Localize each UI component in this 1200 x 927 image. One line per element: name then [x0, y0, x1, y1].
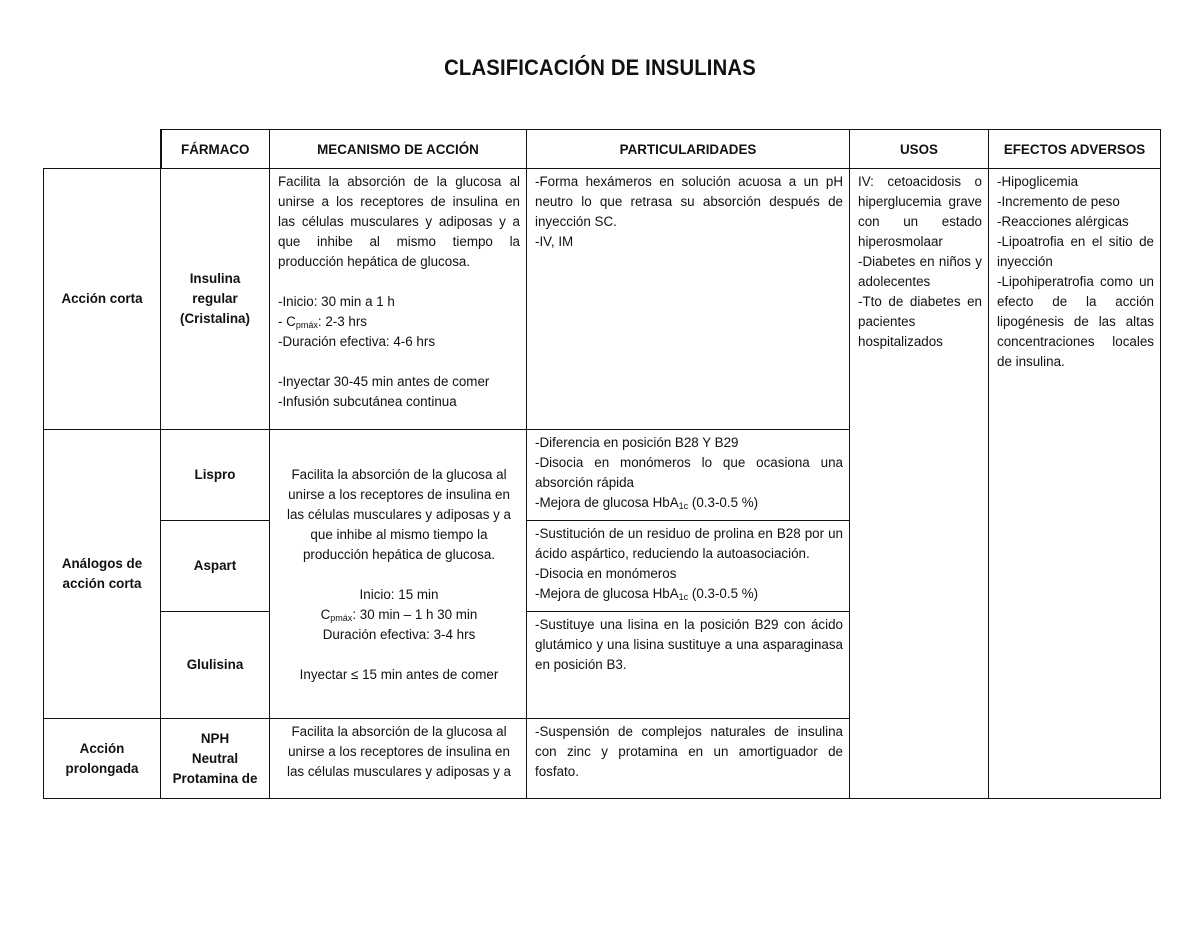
drug-insulina-regular — [161, 169, 270, 430]
mechanism-inicio: -Inicio: 30 min a 1 h — [278, 294, 395, 309]
mechanism-text: que inhibe al mismo tiempo la — [310, 526, 488, 542]
efecto-item: -Reacciones alérgicas — [997, 214, 1129, 229]
drug-glulisina — [161, 612, 270, 719]
mechanism-text: Facilita la absorción de la glucosa al unirse a los receptores de insulina en las células musculares y adiposas y a que inhibe al mismo tiempo la producción hepática de glucosa. — [278, 174, 520, 269]
mechanism-inicio: Inicio: 15 min — [359, 586, 439, 602]
mechanism-duracion: -Duración efectiva: 4-6 hrs — [278, 334, 436, 349]
efecto-item: -Lipoatrofia en el sitio de inyección — [997, 234, 1154, 269]
mechanism-analogos — [270, 430, 527, 719]
drug-label: regular — [192, 291, 238, 306]
particularities-lispro — [527, 430, 850, 521]
mechanism-nph — [270, 719, 527, 799]
particularities-aspart — [527, 521, 850, 612]
category-label: Acción — [79, 740, 125, 756]
particularities-glulisina — [527, 612, 850, 719]
mechanism-duracion: Duración efectiva: 3-4 hrs — [322, 626, 476, 642]
uso-item: -Tto de diabetes en pacientes hospitalizados — [858, 294, 982, 349]
header-farmaco: FÁRMACO — [161, 130, 270, 169]
uso-item: IV: cetoacidosis o hiperglucemia grave con un estado hiperosmolaar — [858, 174, 982, 249]
particularities-regular — [527, 169, 850, 430]
particularity-hba1c: -Mejora de glucosa HbA$_{1c}$ (0.3-0.5 %) — [535, 495, 759, 511]
drug-label: Lispro — [194, 467, 236, 482]
efectos-cell — [989, 169, 1161, 799]
mechanism-text: las células musculares y adiposas y a — [286, 506, 512, 522]
mechanism-regular — [270, 169, 527, 430]
page-title: CLASIFICACIÓN DE INSULINAS — [444, 55, 756, 80]
particularity-text: -Diferencia en posición B28 Y B29 — [535, 435, 739, 450]
usos-cell — [850, 169, 989, 799]
mechanism-cpmax: - $C_{pmáx}$: 2-3 hrs — [278, 314, 367, 330]
category-label: acción corta — [62, 576, 142, 591]
mechanism-text: Facilita la absorción de la glucosa al — [291, 724, 507, 739]
drug-lispro — [161, 430, 270, 521]
particularity-text: -Sustitución de un residuo de prolina en B28 por un ácido aspártico, reduciendo la autoasociación. — [535, 526, 843, 561]
mechanism-text: unirse a los receptores de insulina en — [288, 744, 510, 759]
empty-corner — [44, 130, 161, 169]
insulin-classification-table — [43, 129, 1161, 799]
header-efectos: EFECTOS ADVERSOS — [989, 130, 1161, 169]
mechanism-inyectar: -Inyectar 30-45 min antes de comer — [278, 374, 490, 389]
drug-label: Aspart — [193, 558, 237, 573]
category-accion-corta — [44, 169, 161, 430]
header-usos: USOS — [850, 130, 989, 169]
drug-label: Protamina de — [172, 770, 258, 786]
drug-label: Neutral — [191, 750, 239, 766]
efecto-item: -Incremento de peso — [997, 194, 1120, 209]
drug-label: (Cristalina) — [180, 311, 250, 326]
drug-nph — [161, 719, 270, 799]
drug-label: NPH — [200, 730, 230, 746]
header-mecanismo: MECANISMO DE ACCIÓN — [270, 130, 527, 169]
category-label: prolongada — [65, 760, 139, 776]
efecto-item: -Lipohiperatrofia como un efecto de la acción lipogénesis de las altas concentraciones locales de insulina. — [997, 274, 1154, 369]
mechanism-text: las células musculares y adiposas y a — [286, 764, 512, 779]
mechanism-text: producción hepática de glucosa. — [302, 546, 496, 562]
efecto-item: -Hipoglicemia — [997, 174, 1079, 189]
particularity-hba1c: -Mejora de glucosa HbA$_{1c}$ (0.3-0.5 %) — [535, 586, 759, 602]
table-row — [44, 169, 1161, 430]
drug-aspart — [161, 521, 270, 612]
header-particularidades: PARTICULARIDADES — [527, 130, 850, 169]
particularity-text: -Forma hexámeros en solución acuosa a un pH neutro lo que retrasa su absorción después de inyección SC. — [535, 174, 843, 229]
drug-label: Insulina — [189, 271, 241, 286]
uso-item: -Diabetes en niños y adolecentes — [858, 254, 982, 289]
header-row — [44, 130, 1161, 169]
particularity-text: -Sustituye una lisina en la posición B29 con ácido glutámico y una lisina sustituye a una asparaginasa en posición B3. — [535, 617, 843, 672]
particularity-route: -IV, IM — [535, 234, 574, 249]
particularity-text: -Suspensión de complejos naturales de insulina con zinc y protamina en un amortiguador de fosfato. — [535, 724, 843, 779]
category-analogos — [44, 430, 161, 719]
mechanism-infusion: -Infusión subcutánea continua — [278, 394, 457, 409]
mechanism-inyectar: Inyectar ≤ 15 min antes de comer — [299, 666, 499, 682]
particularity-text: -Disocia en monómeros lo que ocasiona una absorción rápida — [535, 455, 843, 490]
category-accion-prolongada — [44, 719, 161, 799]
category-label: Análogos de — [61, 556, 143, 571]
mechanism-text: unirse a los receptores de insulina en — [288, 486, 510, 502]
category-label: Acción corta — [61, 291, 143, 306]
drug-label: Glulisina — [186, 657, 244, 672]
mechanism-text: Facilita la absorción de la glucosa al — [291, 466, 507, 482]
mechanism-cpmax: $C_{pmáx}$: 30 min – 1 h 30 min — [320, 606, 478, 623]
particularity-text: -Disocia en monómeros — [535, 566, 677, 581]
particularities-nph — [527, 719, 850, 799]
